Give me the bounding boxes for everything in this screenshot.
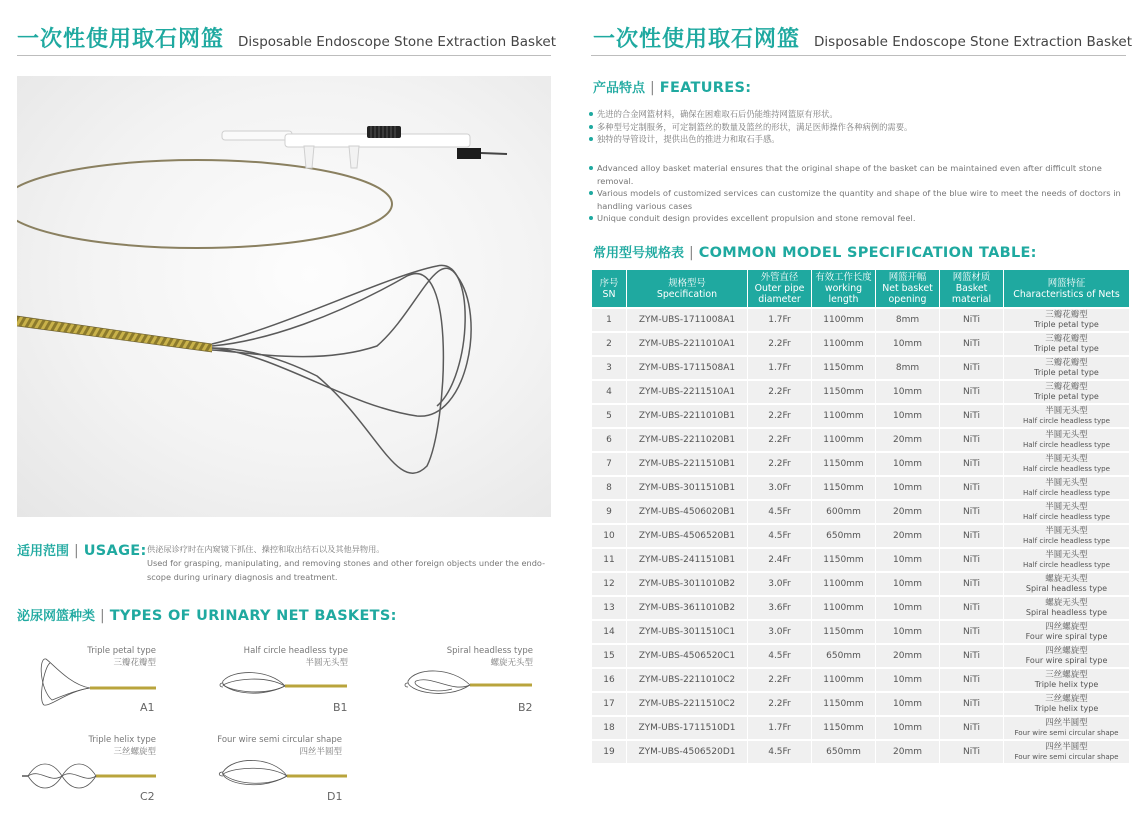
cell-basket-material: NiTi — [940, 309, 1003, 331]
features-title-cn: 产品特点 — [593, 81, 646, 96]
cell-model: ZYM-UBS-1711008A1 — [627, 309, 747, 331]
cell-basket-opening: 8mm — [876, 309, 939, 331]
cell-outer-diameter: 2.2Fr — [748, 669, 811, 691]
types-title-en: TYPES OF URINARY NET BASKETS: — [109, 608, 397, 624]
characteristics-en: Triple helix type — [1034, 704, 1099, 713]
cell-outer-diameter: 1.7Fr — [748, 309, 811, 331]
features-cn-list — [588, 108, 1133, 146]
cell-sn: 6 — [592, 429, 626, 451]
cell-sn: 17 — [592, 693, 626, 715]
basket-wires — [212, 265, 471, 473]
types-title-cn: 泌尿网篮种类 — [17, 609, 96, 624]
characteristics-cn: 四丝半圆型 — [1045, 718, 1088, 728]
cell-characteristics — [1004, 549, 1129, 571]
cell-outer-diameter: 2.4Fr — [748, 549, 811, 571]
features-en-list — [588, 162, 1133, 225]
cell-working-length: 1100mm — [812, 309, 875, 331]
cell-basket-material: NiTi — [940, 645, 1003, 667]
cell-basket-opening: 20mm — [876, 429, 939, 451]
table-row — [592, 573, 1129, 595]
cell-model: ZYM-UBS-2211510A1 — [627, 381, 747, 403]
cell-sn: 16 — [592, 669, 626, 691]
characteristics-en: Half circle headless type — [1022, 560, 1111, 569]
cell-basket-material: NiTi — [940, 717, 1003, 739]
cell-model: ZYM-UBS-4506520D1 — [627, 741, 747, 763]
cell-characteristics — [1004, 597, 1129, 619]
table-row — [592, 597, 1129, 619]
basket-type-en: Half circle headless type — [243, 646, 348, 656]
characteristics-cn: 三瓣花瓣型 — [1045, 358, 1088, 368]
characteristics-cn: 四丝螺旋型 — [1045, 646, 1088, 656]
characteristics-cn: 半圆无头型 — [1045, 550, 1088, 560]
features-title: 产品特点 | FEATURES: — [593, 80, 752, 96]
table-row — [592, 429, 1129, 451]
table-row — [592, 333, 1129, 355]
cell-outer-diameter: 4.5Fr — [748, 501, 811, 523]
cell-basket-opening: 20mm — [876, 741, 939, 763]
cell-model: ZYM-UBS-1711510D1 — [627, 717, 747, 739]
basket-illustration — [17, 76, 551, 517]
characteristics-en: Four wire spiral type — [1025, 632, 1108, 641]
cell-model: ZYM-UBS-2211010C2 — [627, 669, 747, 691]
cell-characteristics — [1004, 453, 1129, 475]
cell-working-length: 1100mm — [812, 573, 875, 595]
cell-working-length: 600mm — [812, 501, 875, 523]
cell-characteristics — [1004, 477, 1129, 499]
header-specification: 规格型号 Specification — [627, 270, 747, 307]
spec-table-header — [592, 270, 1129, 307]
table-row — [592, 717, 1129, 739]
cell-characteristics — [1004, 381, 1129, 403]
sheath — [17, 316, 212, 352]
right-page — [571, 0, 1142, 822]
basket-type-code: D1 — [327, 790, 343, 803]
cell-sn: 2 — [592, 333, 626, 355]
cell-basket-opening: 8mm — [876, 357, 939, 379]
basket-type-cn: 半圆无头型 — [305, 658, 348, 668]
cell-basket-opening: 20mm — [876, 501, 939, 523]
spiral-headless-diagram — [402, 645, 537, 715]
cell-sn: 18 — [592, 717, 626, 739]
header-basket-material: 网篮材质 Basket material — [940, 270, 1003, 307]
cell-sn: 4 — [592, 381, 626, 403]
basket-type-b2 — [402, 645, 537, 715]
header-title-cn: 一次性使用取石网篮 — [17, 27, 225, 52]
cell-basket-opening: 10mm — [876, 597, 939, 619]
cell-basket-opening: 10mm — [876, 717, 939, 739]
cell-working-length: 1150mm — [812, 477, 875, 499]
header-working-length: 有效工作长度 working length — [812, 270, 875, 307]
cell-characteristics — [1004, 501, 1129, 523]
table-row — [592, 645, 1129, 667]
feature-en-item: Various models of customized services can customize the quantity and shape of the blue wire to meet the needs of doctors in handling various cases — [588, 187, 1133, 212]
table-row — [592, 381, 1129, 403]
cell-characteristics — [1004, 405, 1129, 427]
cell-characteristics — [1004, 669, 1129, 691]
cell-working-length: 1150mm — [812, 453, 875, 475]
cell-sn: 14 — [592, 621, 626, 643]
cell-characteristics — [1004, 429, 1129, 451]
header-outer-diameter: 外管直径 Outer pipe diameter — [748, 270, 811, 307]
triple-petal-diagram — [20, 645, 160, 715]
basket-type-code: A1 — [140, 701, 155, 714]
cell-basket-opening: 10mm — [876, 405, 939, 427]
coiled-tube — [17, 160, 392, 248]
cell-working-length: 1100mm — [812, 405, 875, 427]
characteristics-cn: 三瓣花瓣型 — [1045, 310, 1088, 320]
cell-sn: 7 — [592, 453, 626, 475]
cell-outer-diameter: 4.5Fr — [748, 525, 811, 547]
characteristics-en: Triple petal type — [1034, 368, 1099, 377]
cell-model: ZYM-UBS-3611010B2 — [627, 597, 747, 619]
header-sn: 序号 SN — [592, 270, 626, 307]
cell-basket-opening: 20mm — [876, 645, 939, 667]
cell-basket-opening: 10mm — [876, 333, 939, 355]
usage-title-cn: 适用范围 — [17, 544, 70, 559]
cell-characteristics — [1004, 645, 1129, 667]
cell-basket-opening: 10mm — [876, 621, 939, 643]
cell-working-length: 1100mm — [812, 669, 875, 691]
usage-title: 适用范围 | USAGE: — [17, 543, 147, 559]
feature-en-item: Unique conduit design provides excellent propulsion and stone removal feel. — [588, 212, 1133, 225]
cell-model: ZYM-UBS-3011510C1 — [627, 621, 747, 643]
cell-outer-diameter: 2.2Fr — [748, 405, 811, 427]
feature-cn-item: 独特的导管设计，提供出色的推进力和取石手感。 — [588, 133, 1133, 146]
table-row — [592, 621, 1129, 643]
cell-basket-material: NiTi — [940, 333, 1003, 355]
characteristics-en: Half circle headless type — [1022, 440, 1111, 449]
cell-model: ZYM-UBS-2211510B1 — [627, 453, 747, 475]
characteristics-cn: 螺旋无头型 — [1045, 574, 1088, 584]
basket-type-en: Spiral headless type — [446, 646, 533, 656]
characteristics-en: Triple helix type — [1034, 680, 1099, 689]
cell-basket-material: NiTi — [940, 525, 1003, 547]
cell-basket-opening: 10mm — [876, 453, 939, 475]
cell-characteristics — [1004, 741, 1129, 763]
characteristics-en: Half circle headless type — [1022, 464, 1111, 473]
cell-working-length: 650mm — [812, 525, 875, 547]
half-circle-diagram — [215, 645, 350, 715]
header-characteristics: 网篮特征 Characteristics of Nets — [1004, 270, 1129, 307]
cell-outer-diameter: 2.2Fr — [748, 429, 811, 451]
cell-outer-diameter: 3.6Fr — [748, 597, 811, 619]
characteristics-cn: 半圆无头型 — [1045, 430, 1088, 440]
cell-working-length: 650mm — [812, 645, 875, 667]
usage-text-en-2: scope during urinary diagnosis and treatment. — [147, 572, 338, 582]
characteristics-cn: 半圆无头型 — [1045, 478, 1088, 488]
cell-working-length: 1150mm — [812, 357, 875, 379]
cell-working-length: 1100mm — [812, 597, 875, 619]
cell-sn: 1 — [592, 309, 626, 331]
characteristics-en: Four wire spiral type — [1025, 656, 1108, 665]
cell-characteristics — [1004, 717, 1129, 739]
cell-model: ZYM-UBS-4506020B1 — [627, 501, 747, 523]
cell-basket-material: NiTi — [940, 621, 1003, 643]
cell-sn: 12 — [592, 573, 626, 595]
cell-working-length: 1100mm — [812, 333, 875, 355]
basket-type-a1 — [20, 645, 160, 715]
basket-type-code: B2 — [518, 701, 533, 714]
cell-model: ZYM-UBS-3011510B1 — [627, 477, 747, 499]
feature-en-item: Advanced alloy basket material ensures that the original shape of the basket can be maintained even after difficult stone removal. — [588, 162, 1133, 187]
cell-model: ZYM-UBS-2211020B1 — [627, 429, 747, 451]
cell-basket-opening: 20mm — [876, 525, 939, 547]
cell-outer-diameter: 3.0Fr — [748, 477, 811, 499]
basket-type-en: Triple helix type — [88, 735, 156, 745]
characteristics-en: Triple petal type — [1034, 344, 1099, 353]
basket-type-cn: 三丝螺旋型 — [113, 747, 156, 757]
basket-type-code: C2 — [140, 790, 155, 803]
cell-outer-diameter: 1.7Fr — [748, 357, 811, 379]
cell-model: ZYM-UBS-2211010B1 — [627, 405, 747, 427]
cell-basket-opening: 10mm — [876, 381, 939, 403]
triple-helix-diagram — [20, 734, 160, 804]
cell-characteristics — [1004, 573, 1129, 595]
cell-basket-opening: 10mm — [876, 549, 939, 571]
usage-text — [147, 542, 557, 584]
characteristics-cn: 三瓣花瓣型 — [1045, 382, 1088, 392]
cell-model: ZYM-UBS-3011010B2 — [627, 573, 747, 595]
cell-basket-opening: 10mm — [876, 477, 939, 499]
characteristics-en: Four wire semi circular shape — [1014, 728, 1119, 737]
characteristics-en: Spiral headless type — [1025, 608, 1108, 617]
cell-working-length: 1150mm — [812, 381, 875, 403]
characteristics-cn: 三丝螺旋型 — [1045, 670, 1088, 680]
cell-model: ZYM-UBS-2211510C2 — [627, 693, 747, 715]
cell-model: ZYM-UBS-4506520C1 — [627, 645, 747, 667]
spec-title-cn: 常用型号规格表 — [593, 246, 685, 261]
header-title-en: Disposable Endoscope Stone Extraction Basket — [238, 34, 557, 50]
table-row — [592, 477, 1129, 499]
table-row — [592, 669, 1129, 691]
cell-sn: 13 — [592, 597, 626, 619]
cell-working-length: 1150mm — [812, 549, 875, 571]
cell-characteristics — [1004, 357, 1129, 379]
cell-basket-material: NiTi — [940, 693, 1003, 715]
cell-working-length: 1100mm — [812, 429, 875, 451]
right-header — [593, 22, 1132, 53]
table-row — [592, 501, 1129, 523]
characteristics-en: Half circle headless type — [1022, 512, 1111, 521]
table-row — [592, 357, 1129, 379]
characteristics-en: Half circle headless type — [1022, 488, 1111, 497]
usage-text-cn: 供泌尿诊疗时在内窥镜下抓住、操控和取出结石以及其他异物用。 — [147, 544, 385, 554]
cell-basket-opening: 10mm — [876, 573, 939, 595]
basket-type-b1 — [215, 645, 350, 715]
characteristics-cn: 半圆无头型 — [1045, 526, 1088, 536]
characteristics-en: Half circle headless type — [1022, 416, 1111, 425]
cell-characteristics — [1004, 621, 1129, 643]
basket-type-d1 — [215, 734, 350, 804]
cell-working-length: 1150mm — [812, 693, 875, 715]
features-title-en: FEATURES: — [659, 80, 752, 96]
basket-type-en: Triple petal type — [87, 646, 156, 656]
table-row — [592, 741, 1129, 763]
characteristics-cn: 半圆无头型 — [1045, 454, 1088, 464]
cell-working-length: 650mm — [812, 741, 875, 763]
cell-basket-material: NiTi — [940, 357, 1003, 379]
cell-basket-material: NiTi — [940, 453, 1003, 475]
cell-characteristics — [1004, 309, 1129, 331]
cell-outer-diameter: 2.2Fr — [748, 453, 811, 475]
characteristics-cn: 半圆无头型 — [1045, 502, 1088, 512]
characteristics-en: Four wire semi circular shape — [1014, 752, 1119, 761]
cell-basket-opening: 10mm — [876, 669, 939, 691]
cell-characteristics — [1004, 525, 1129, 547]
usage-title-en: USAGE: — [83, 543, 147, 559]
header-title-en: Disposable Endoscope Stone Extraction Basket — [814, 34, 1133, 50]
characteristics-cn: 三丝螺旋型 — [1045, 694, 1088, 704]
cell-sn: 5 — [592, 405, 626, 427]
characteristics-en: Triple petal type — [1034, 320, 1099, 329]
left-header — [17, 22, 556, 53]
characteristics-cn: 螺旋无头型 — [1045, 598, 1088, 608]
cell-sn: 9 — [592, 501, 626, 523]
cell-characteristics — [1004, 693, 1129, 715]
header-basket-opening: 网篮开幅 Net basket opening — [876, 270, 939, 307]
cell-sn: 19 — [592, 741, 626, 763]
cell-basket-material: NiTi — [940, 597, 1003, 619]
cell-sn: 10 — [592, 525, 626, 547]
basket-type-cn: 四丝半圆型 — [299, 747, 342, 757]
table-row — [592, 549, 1129, 571]
characteristics-en: Spiral headless type — [1025, 584, 1108, 593]
cell-outer-diameter: 1.7Fr — [748, 717, 811, 739]
cell-basket-material: NiTi — [940, 405, 1003, 427]
basket-type-code: B1 — [333, 701, 348, 714]
cell-basket-opening: 10mm — [876, 693, 939, 715]
cell-basket-material: NiTi — [940, 573, 1003, 595]
cell-basket-material: NiTi — [940, 381, 1003, 403]
characteristics-cn: 三瓣花瓣型 — [1045, 334, 1088, 344]
types-title: 泌尿网篮种类 | TYPES OF URINARY NET BASKETS: — [17, 608, 397, 624]
cell-model: ZYM-UBS-4506520B1 — [627, 525, 747, 547]
header-title-cn: 一次性使用取石网篮 — [593, 27, 801, 52]
cell-basket-material: NiTi — [940, 549, 1003, 571]
basket-type-cn: 螺旋无头型 — [490, 658, 533, 668]
cell-working-length: 1150mm — [812, 621, 875, 643]
cell-outer-diameter: 2.2Fr — [748, 693, 811, 715]
cell-outer-diameter: 3.0Fr — [748, 621, 811, 643]
cell-outer-diameter: 2.2Fr — [748, 381, 811, 403]
cell-basket-material: NiTi — [940, 669, 1003, 691]
cell-basket-material: NiTi — [940, 501, 1003, 523]
cell-basket-material: NiTi — [940, 477, 1003, 499]
spec-table-body — [592, 309, 1129, 763]
header-divider — [591, 55, 1126, 56]
table-row — [592, 693, 1129, 715]
cell-model: ZYM-UBS-2211010A1 — [627, 333, 747, 355]
usage-text-en-1: Used for grasping, manipulating, and removing stones and other foreign objects under the endo- — [147, 558, 546, 568]
table-row — [592, 405, 1129, 427]
cell-outer-diameter: 4.5Fr — [748, 645, 811, 667]
product-photo — [17, 76, 551, 517]
cell-working-length: 1150mm — [812, 717, 875, 739]
cell-outer-diameter: 4.5Fr — [748, 741, 811, 763]
feature-cn-item: 先进的合金网篮材料，确保在困难取石后仍能维持网篮原有形状。 — [588, 108, 1133, 121]
cell-characteristics — [1004, 333, 1129, 355]
cell-outer-diameter: 3.0Fr — [748, 573, 811, 595]
basket-type-cn: 三瓣花瓣型 — [113, 658, 156, 668]
characteristics-cn: 四丝螺旋型 — [1045, 622, 1088, 632]
cell-model: ZYM-UBS-2411510B1 — [627, 549, 747, 571]
cell-sn: 11 — [592, 549, 626, 571]
spec-title-en: COMMON MODEL SPECIFICATION TABLE: — [698, 245, 1037, 261]
cell-sn: 15 — [592, 645, 626, 667]
characteristics-en: Half circle headless type — [1022, 536, 1111, 545]
feature-cn-item: 多种型号定制服务，可定制篮丝的数量及篮丝的形状，满足医师操作各种病例的需要。 — [588, 121, 1133, 134]
cell-outer-diameter: 2.2Fr — [748, 333, 811, 355]
characteristics-en: Triple petal type — [1034, 392, 1099, 401]
spec-table — [591, 268, 1130, 765]
characteristics-cn: 半圆无头型 — [1045, 406, 1088, 416]
spec-title: 常用型号规格表 | COMMON MODEL SPECIFICATION TABLE: — [593, 245, 1037, 261]
cell-basket-material: NiTi — [940, 741, 1003, 763]
cell-basket-material: NiTi — [940, 429, 1003, 451]
header-divider — [17, 55, 551, 56]
basket-type-c2 — [20, 734, 160, 804]
basket-type-en: Four wire semi circular shape — [217, 735, 342, 745]
cell-sn: 3 — [592, 357, 626, 379]
cell-model: ZYM-UBS-1711508A1 — [627, 357, 747, 379]
table-row — [592, 453, 1129, 475]
table-row — [592, 525, 1129, 547]
table-row — [592, 309, 1129, 331]
characteristics-cn: 四丝半圆型 — [1045, 742, 1088, 752]
cell-sn: 8 — [592, 477, 626, 499]
